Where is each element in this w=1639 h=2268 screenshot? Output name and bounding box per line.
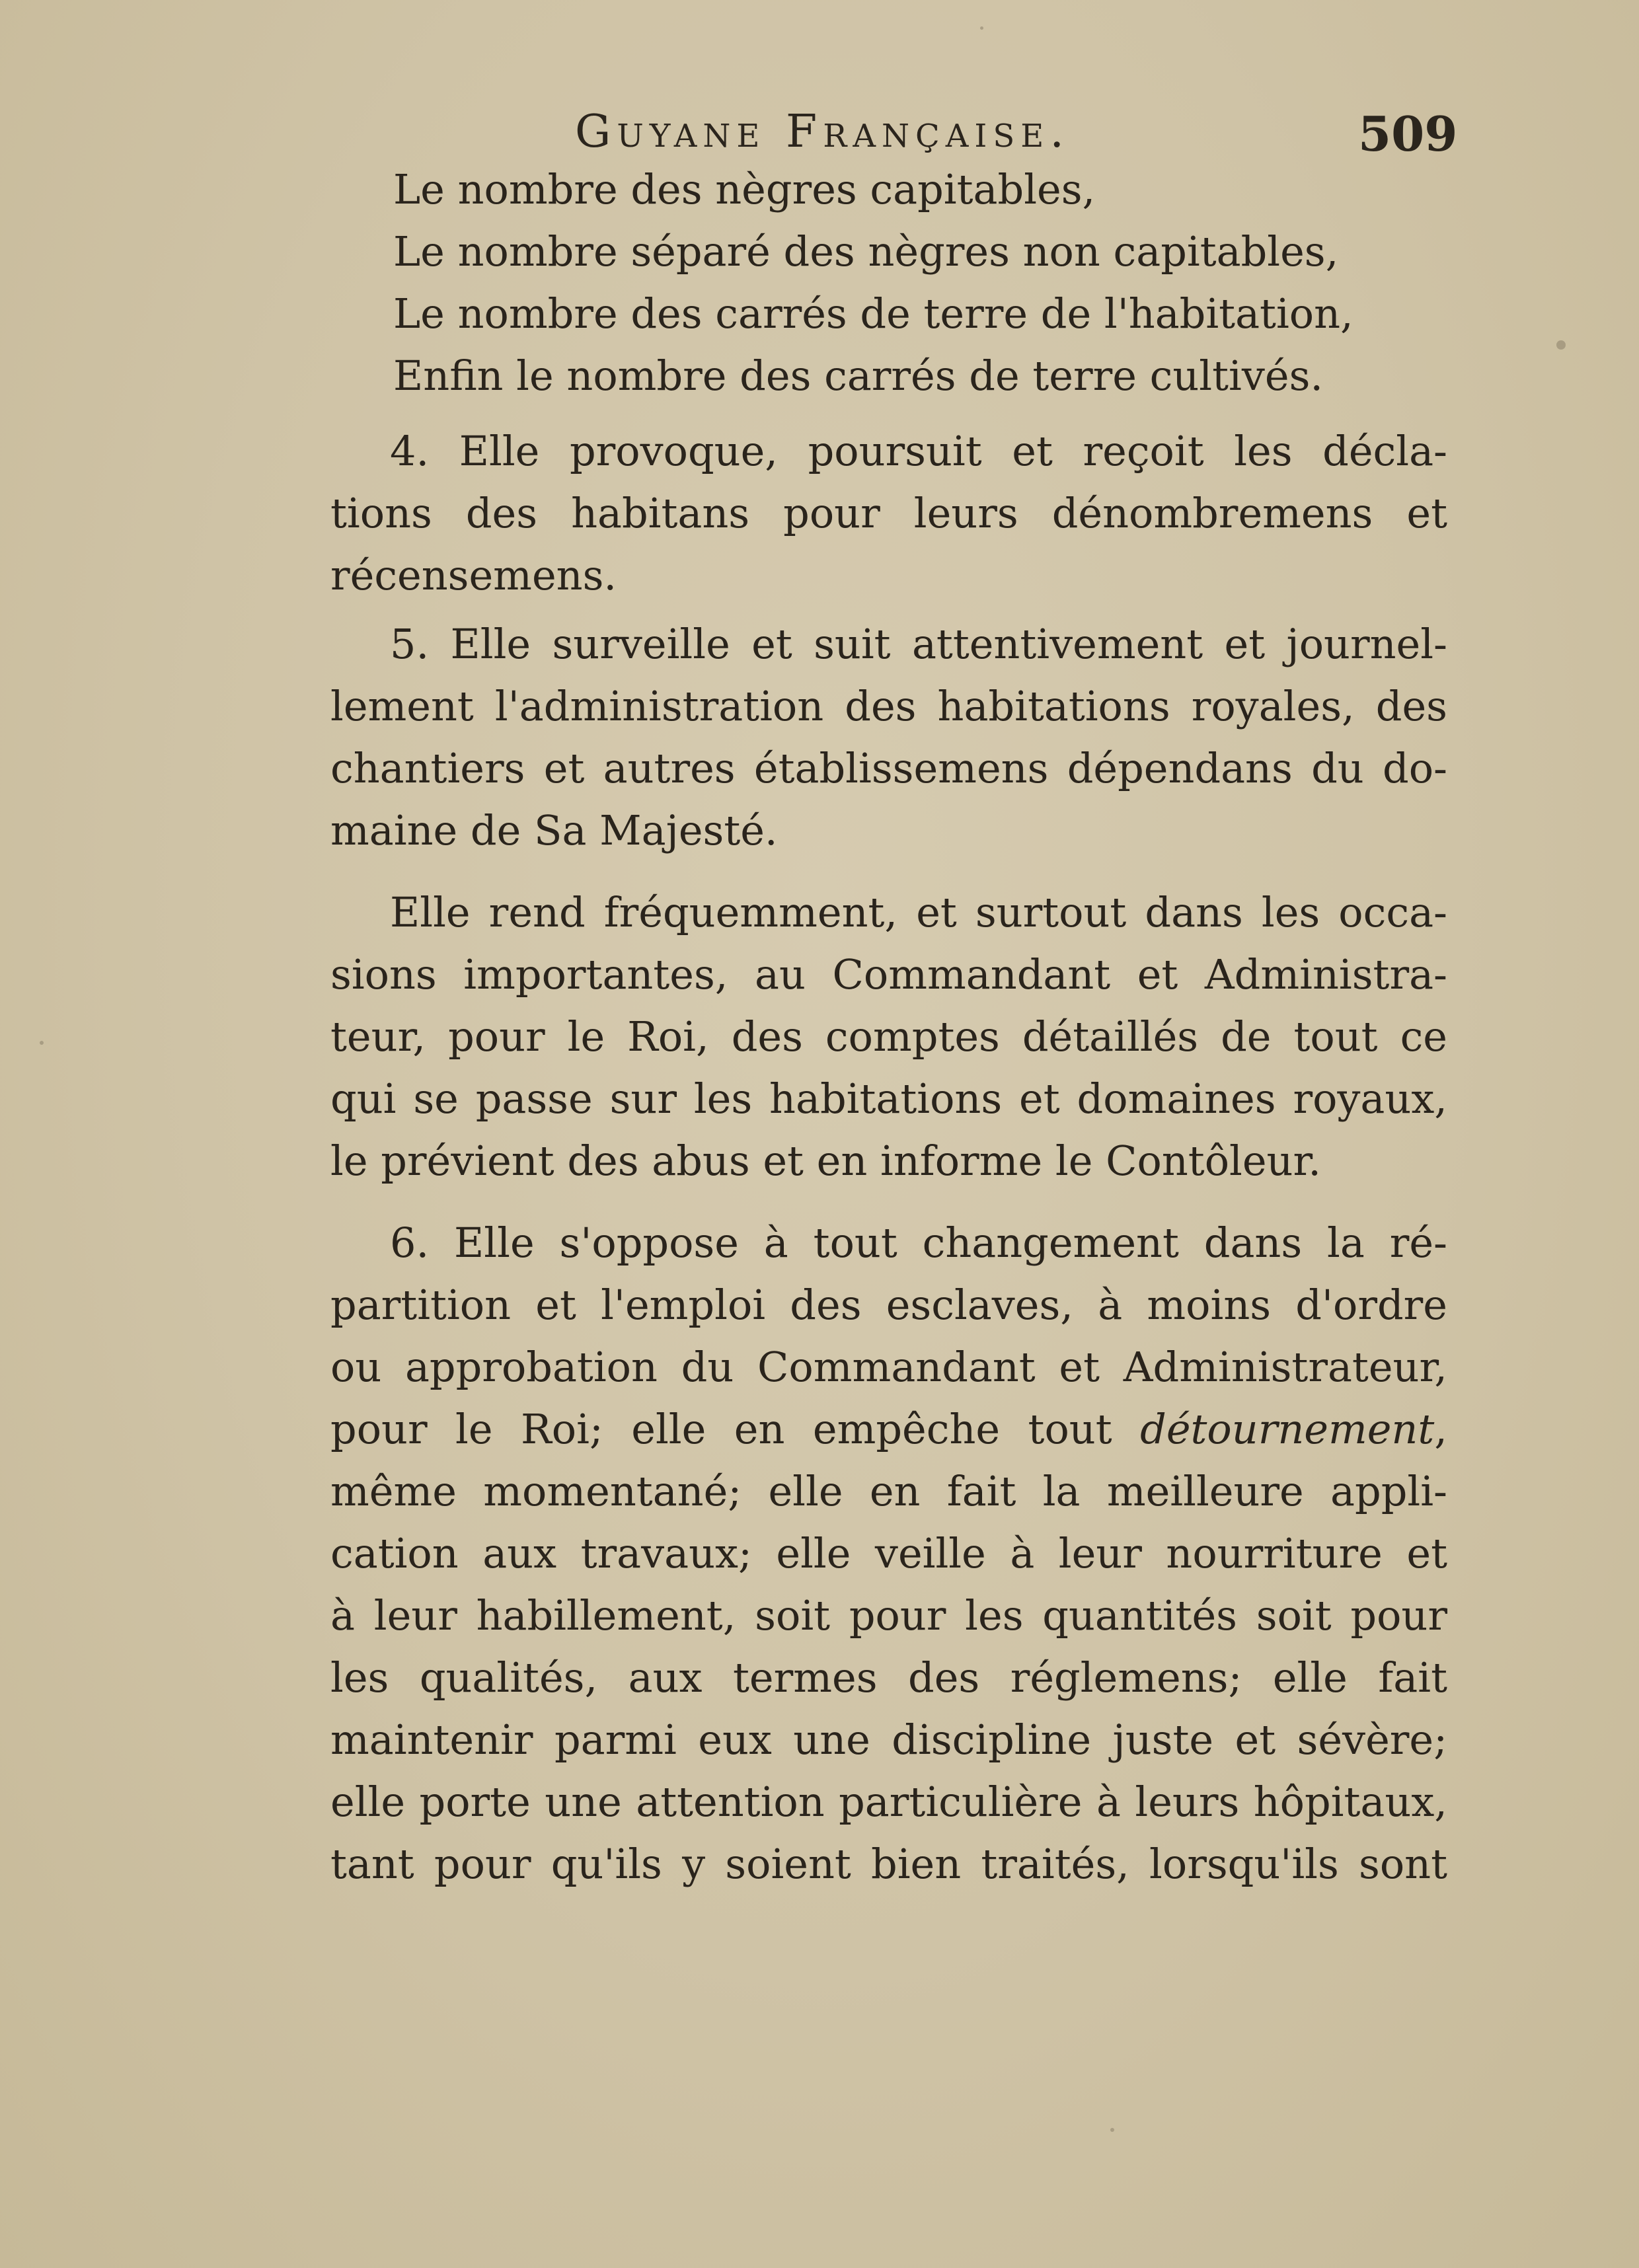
paragraph-5b-line: Elle rend fréquemment, et surtout dans les occa-	[390, 888, 1447, 936]
paragraph-6-line: les qualités, aux termes des réglemens; elle fait	[330, 1653, 1447, 1702]
paragraph-4-line: 4. Elle provoque, poursuit et reçoit les décla-	[390, 427, 1447, 475]
comma: ,	[1434, 1405, 1447, 1453]
paragraph-5b-line: le prévient des abus et en informe le Contôleur.	[330, 1137, 1322, 1185]
paragraph-5b-line: teur, pour le Roi, des comptes détaillés de tout ce	[330, 1012, 1447, 1061]
paragraph-4-line: tions des habitans pour leurs dénombremens et	[330, 489, 1447, 537]
paragraph-6-line	[330, 1398, 1447, 1460]
paragraph-6-line: tant pour qu'ils y soient bien traités, lorsqu'ils sont	[330, 1840, 1447, 1888]
paragraph-6-text: pour le Roi; elle en empêche tout	[330, 1405, 1112, 1453]
paragraph-5b-line: qui se passe sur les habitations et domaines royaux,	[330, 1075, 1447, 1123]
paragraph-5-line: lement l'administration des habitations royales, des	[330, 682, 1447, 730]
paper-speck	[1110, 2128, 1114, 2132]
paper-speck	[1556, 340, 1566, 350]
paper-speck	[40, 1041, 44, 1045]
page-body	[330, 159, 1447, 1895]
paragraph-5-line: chantiers et autres établissemens dépendans du do-	[330, 744, 1447, 792]
paragraph-4-line: récensemens.	[330, 551, 617, 599]
list-item: Le nombre séparé des nègres non capitables,	[393, 227, 1339, 276]
paragraph-6-line: maintenir parmi eux une discipline juste et sévère;	[330, 1716, 1447, 1764]
list-item: Le nombre des nègres capitables,	[393, 165, 1096, 213]
running-title: Guyane Française.	[575, 106, 1070, 158]
paragraph-5b-line: sions importantes, au Commandant et Administra-	[330, 950, 1447, 999]
paragraph-6-line: partition et l'emploi des esclaves, à moins d'ordre	[330, 1281, 1447, 1329]
paper-speck	[980, 26, 983, 30]
page-number: 509	[1358, 106, 1458, 162]
paragraph-5-line: maine de Sa Majesté.	[330, 806, 778, 854]
list-item: Enfin le nombre des carrés de terre cultivés.	[393, 352, 1324, 400]
paragraph-6-line: ou approbation du Commandant et Administrateur,	[330, 1343, 1447, 1391]
paragraph-6-line: à leur habillement, soit pour les quantités soit pour	[330, 1591, 1447, 1640]
paragraph-6-line: 6. Elle s'oppose à tout changement dans la ré-	[390, 1219, 1447, 1267]
paragraph-5-line: 5. Elle surveille et suit attentivement et journel-	[390, 620, 1447, 668]
paragraph-6-line: même momentané; elle en fait la meilleure appli-	[330, 1467, 1447, 1515]
paragraph-6-line: elle porte une attention particulière à leurs hôpitaux,	[330, 1778, 1447, 1826]
paragraph-6-line: cation aux travaux; elle veille à leur nourriture et	[330, 1529, 1447, 1577]
list-item: Le nombre des carrés de terre de l'habitation,	[393, 289, 1353, 338]
italic-word: détournement	[1140, 1405, 1435, 1453]
running-head	[0, 106, 1639, 165]
